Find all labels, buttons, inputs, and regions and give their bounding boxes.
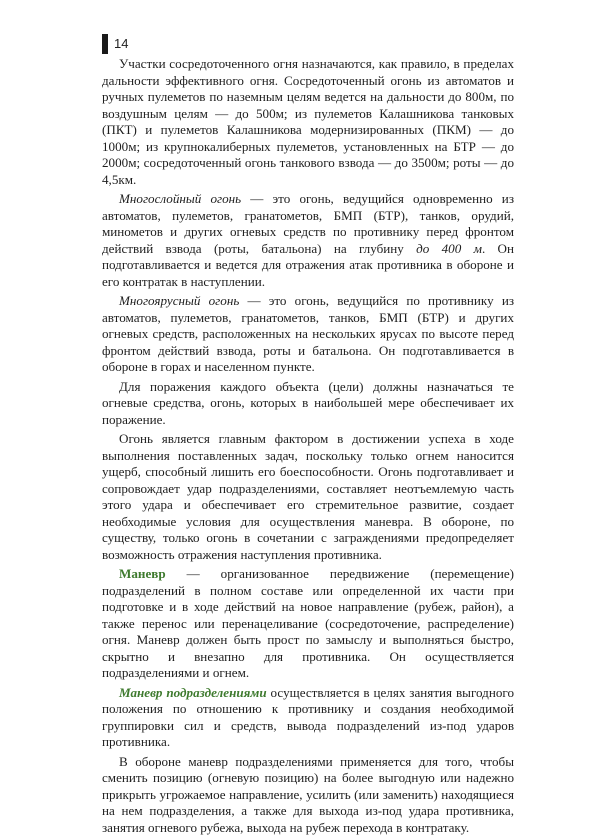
term-multitier-fire: Многоярусный огонь [119, 293, 240, 308]
term-maneuver: Маневр [119, 566, 166, 581]
paragraph-text: Для поражения каждого объекта (цели) должны назначаться те огневые средства, огонь, которых в наибольшей мере обеспечивает их поражение. [102, 378, 514, 427]
text-column [102, 56, 514, 839]
paragraph-multitier-fire [102, 293, 514, 376]
paragraph-concentrated-fire [102, 56, 514, 188]
paragraph-text: . Он подготавливается и ведется для отражения атак противника в обороне и его контратак в наступлении. [102, 240, 514, 289]
page-number: 14 [114, 36, 129, 51]
paragraph-text: — это огонь, ведущийся по противнику из автоматов, пулеметов, гранатометов, танков, БМП (БТР) и других огневых средств, расположенных на нескольких ярусах по высоте перед фронтом действий взвода, роты и батальона. Он подготавливается в обороне в горах и населенном пункте. [102, 293, 515, 374]
paragraph-text: Огонь является главным фактором в достижении успеха в ходе выполнения поставленных задач, поскольку только огнем наносится ущерб, способный лишить его боеспособности. Огонь подготавливает и сопровождает удар подразделениями, составляет неотъемлемую часть этого удара и обеспечивает его стремительное развитие, создает необходимые условия для осуществления маневра. В обороне, по существу, только огонь в сочетании с заграждениями предопределяет возможность отражения наступления противника. [102, 431, 514, 562]
paragraph-text: осуществляется в целях занятия выгодного положения по отношению к противнику и создания необходимой группировки сил и средств, вывода подразделений из-под ударов противника. [102, 684, 514, 749]
paragraph-fire-importance [102, 431, 514, 563]
paragraph-text: В обороне маневр подразделениями применяется для того, чтобы сменить позицию (огневую позицию) на более выгодную или надежно прикрыть угрожаемое направление, усилить (или заменить) находящиеся на нем подразделения, а также для выхода из-под удара противника, занятия огневого рубежа, выхода на рубеж перехода в контратаку. [102, 753, 514, 835]
term-unit-maneuver: Маневр подразделениями [119, 684, 267, 700]
emphasis-depth: до 400 м [416, 240, 482, 256]
paragraph-defense-maneuver [102, 754, 514, 837]
paragraph-text: — организованное передвижение (перемещение) подразделений в полном составе или определенной их части при подготовке и в ходе действий на новое направление (рубеж, район), а также перенос или перенацеливание (сосредоточение, распределение) огня. Маневр должен быть прост по замыслу и выполняться быстро, скрытно и внезапно для противника. Он осуществляется подразделениями и огнем. [102, 566, 514, 680]
term-multilayer-fire: Многослойный огонь [119, 191, 242, 206]
paragraph-multilayer-fire [102, 191, 514, 290]
page-marker-bar [102, 34, 108, 54]
paragraph-unit-maneuver [102, 685, 514, 751]
paragraph-target-assignment [102, 379, 514, 429]
paragraph-text: Участки сосредоточенного огня назначаются, как правило, в пределах дальности эффективного огня. Сосредоточенный огонь из автоматов и ручных пулеметов по наземным целям ведется на дальности до 800м, по воздушным целям — до 500м; из пулеметов Калашникова танковых (ПКТ) и пулеметов Калашникова модернизированных (ПКМ) — до 1000м; из крупнокалиберных пулеметов, установленных на БТР — до 2000м; сосредоточенный огонь танкового взвода — до 3500м; роты — до 4,5км. [102, 56, 514, 187]
paragraph-text: — это огонь, ведущийся одновременно из автоматов, пулеметов, гранатометов, БМП (БТР), танков, орудий, минометов и других огневых средств по противнику перед фронтом действий взвода (роты, батальона) на глубину [102, 191, 514, 256]
paragraph-maneuver [102, 566, 514, 682]
